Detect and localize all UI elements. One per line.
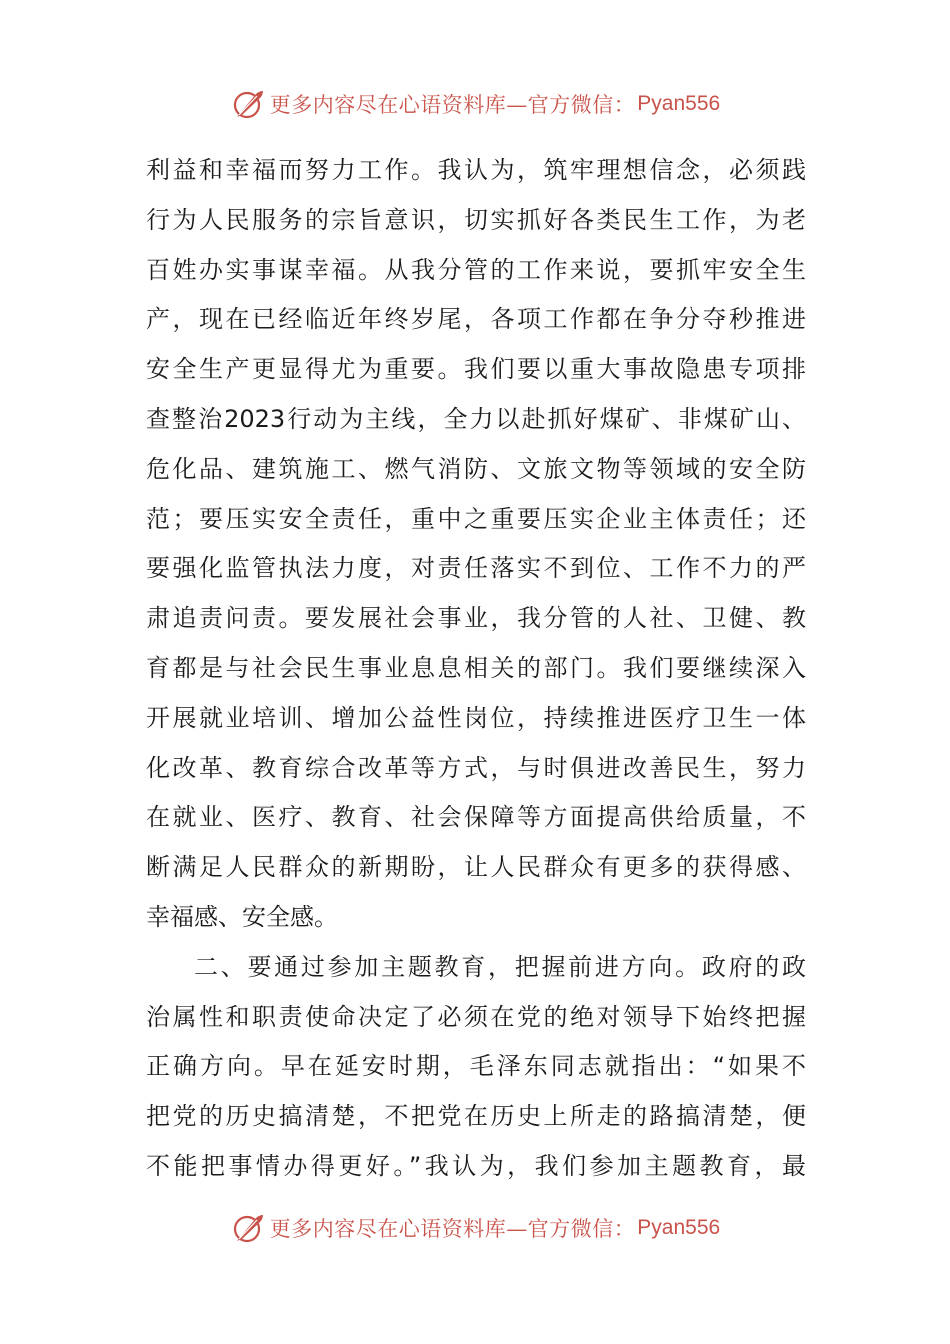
text-line: 产，现在已经临近年终岁尾，各项工作都在争分夺秒推进	[146, 305, 806, 334]
document-body	[146, 146, 806, 1192]
quill-logo-icon	[230, 1210, 266, 1246]
text-line: 危化品、建筑施工、燃气消防、文旅文物等领域的安全防	[146, 454, 806, 483]
text-line: 利益和幸福而努力工作。我认为，筑牢理想信念，必须践	[146, 156, 806, 184]
footer-text: 更多内容尽在心语资料库—官方微信：	[269, 1217, 636, 1241]
header-banner	[0, 84, 950, 124]
text-line: 要强化监管执法力度，对责任落实不到位、工作不力的严	[146, 554, 806, 583]
text-line-paragraph-start: 二、要通过参加主题教育，把握前进方向。政府的政	[194, 952, 806, 981]
text-line: 育都是与社会民生事业息息相关的部门。我们要继续深入	[146, 653, 806, 682]
footer-banner	[0, 1208, 950, 1248]
text-line: 幸福感、安全感。	[146, 902, 338, 931]
quill-logo-icon	[230, 86, 266, 122]
text-line: 化改革、教育综合改革等方式，与时俱进改善民生，努力	[146, 753, 806, 782]
text-line: 正确方向。早在延安时期，毛泽东同志就指出：“如果不	[146, 1052, 806, 1081]
text-line: 肃追责问责。要发展社会事业，我分管的人社、卫健、教	[146, 604, 806, 633]
text-line: 查整治2023行动为主线，全力以赴抓好煤矿、非煤矿山、	[146, 404, 806, 433]
text-line: 在就业、医疗、教育、社会保障等方面提高供给质量，不	[146, 803, 806, 832]
text-line: 行为人民服务的宗旨意识，切实抓好各类民生工作，为老	[146, 205, 806, 234]
text-line: 断满足人民群众的新期盼，让人民群众有更多的获得感、	[146, 853, 806, 882]
text-line: 安全生产更显得尤为重要。我们要以重大事故隐患专项排	[146, 355, 806, 384]
text-line: 治属性和职责使命决定了必须在党的绝对领导下始终把握	[146, 1002, 806, 1031]
header-wechat-id: Pyan556	[637, 92, 721, 115]
text-line: 把党的历史搞清楚，不把党在历史上所走的路搞清楚，便	[146, 1102, 806, 1131]
text-line: 百姓办实事谋幸福。从我分管的工作来说，要抓牢安全生	[146, 255, 806, 284]
text-line: 开展就业培训、增加公益性岗位，持续推进医疗卫生一体	[146, 703, 806, 732]
header-text: 更多内容尽在心语资料库—官方微信：	[269, 93, 636, 117]
footer-wechat-id: Pyan556	[637, 1216, 721, 1239]
text-line: 不能把事情办得更好。”我认为，我们参加主题教育，最	[146, 1151, 806, 1180]
text-line: 范；要压实安全责任，重中之重要压实企业主体责任；还	[146, 504, 806, 533]
